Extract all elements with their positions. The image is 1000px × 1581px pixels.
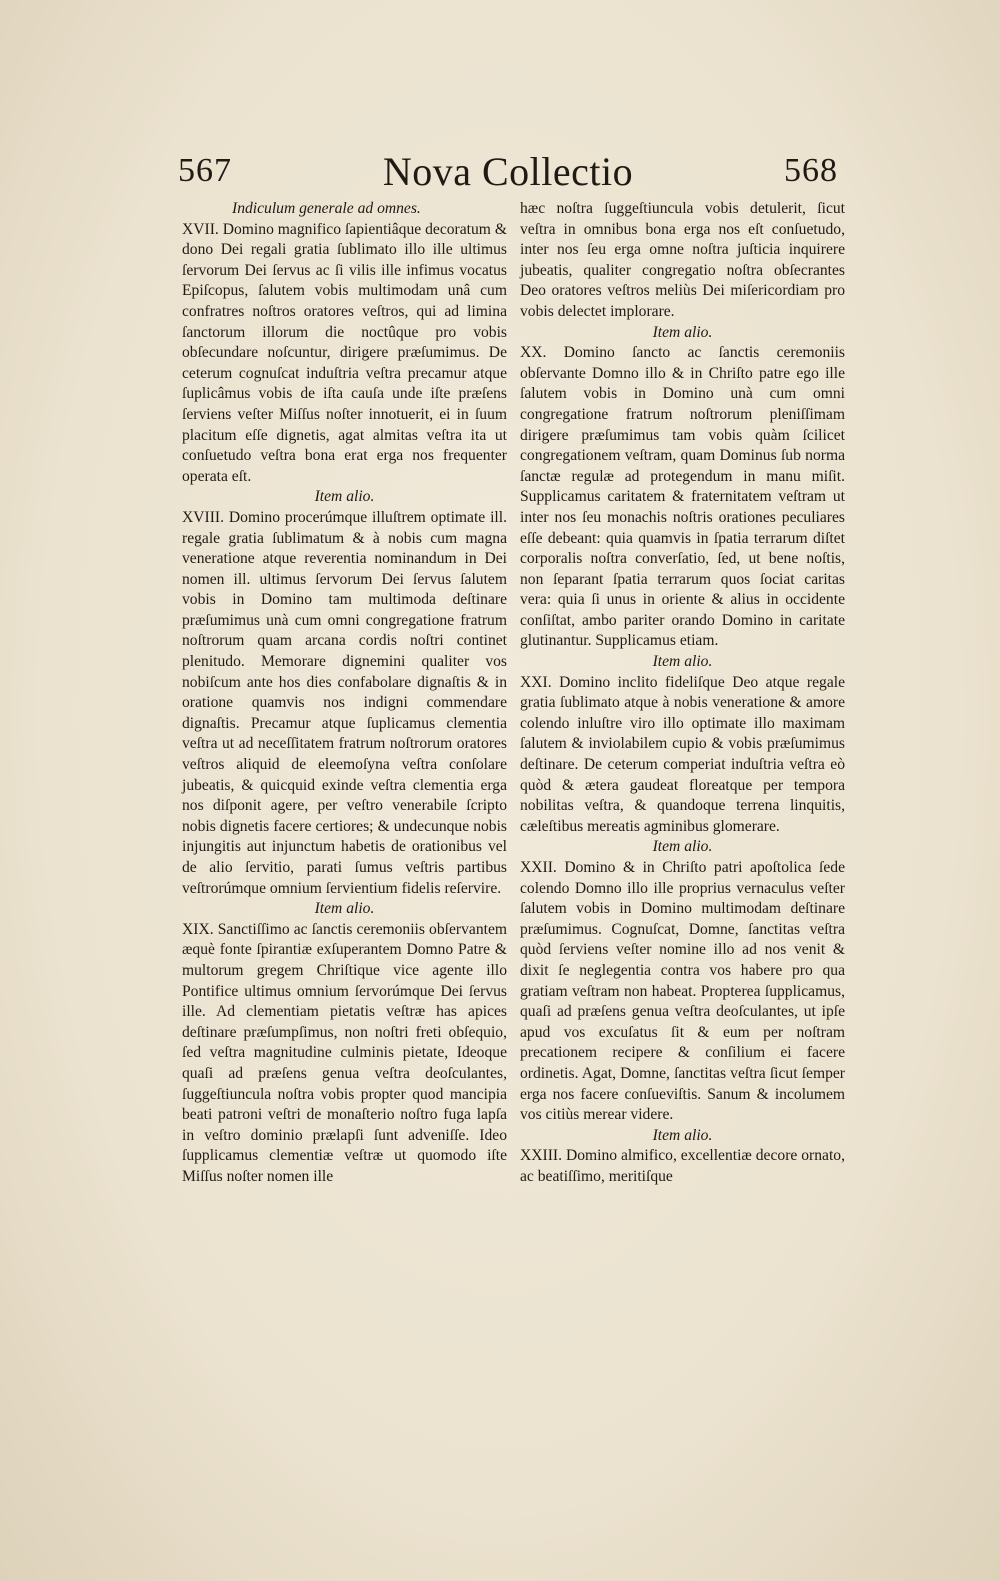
section-heading: Item alio. (652, 323, 713, 341)
running-header (178, 148, 838, 192)
text-column-right (520, 199, 845, 1188)
section-heading: Item alio. (652, 838, 713, 856)
running-title: Nova Collectio (382, 149, 634, 194)
paragraph: XXII. Domino & in Chriſto patri apoſtolica ſede colendo Domno illo ille proprius vernaculus veſter ſalutem vobis in Domino multimodam deſtinare præſumimus. Cognuſcat, Domne, ſanctitas veſtra quòd ſerviens veſter nomine illo ad nos venit & dixit ſe neglegentia contra vos habere pro qua gratiam veſtram non habeat. Propterea ſupplicamus, quaſi ad præſens genua veſtra deoſculantes, ut ipſe apud vos excuſatus ſit & eum per noſtram precationem recipere & conſilium ei facere ordinetis. Agat, Domne, ſanctitas veſtra ſicut ſemper erga nos facere conſueviſtis. Sanum & incolumem vos citiùs merear videre. (520, 859, 845, 1124)
section-heading: Item alio. (314, 900, 375, 918)
paragraph: XX. Domino ſancto ac ſanctis ceremoniis obſervante Domno illo & in Chriſto patre ego ille ſalutem vobis in Domino unà cum omni congregatione fratrum noſtrorum pleniſſimam dirigere præſumimus tam vobis quàm ſcilicet congregationem veſtram, quam Dominus ſub norma ſanctæ regulæ ad protegendum in manu miſit. Supplicamus caritatem & fraternitatem veſtram ut inter nos ſeu monachis noſtris orationes peculiares eſſe debeant: quia quamvis in ſpatia terrarum diſtet corporalis noſtra converſatio, ſed, ut bene noſtis, non ſeparant ſpatia terrarum quos ſociat caritas vera: quia ſi unus in oriente & alius in occidente conſiſtat, ambo pariter orando Domino in caritate glutinantur. Supplicamus etiam. (520, 344, 845, 650)
page-number-left: 567 (178, 152, 232, 189)
section-heading: Indiculum generale ad omnes. (232, 200, 421, 217)
section-heading: Item alio. (652, 1126, 713, 1144)
paragraph: XVII. Domino magnifico ſapientiâque decoratum & dono Dei regali gratia ſublimato illo ille ultimus ſervorum Dei ſervus ac ſi vilis ille infimus vocatus Epiſcopus, ſalutem vobis multimodam unâ cum confratres noſtros oratores veſtros, qui ad limina ſanctorum illorum die noctûque pro vobis obſecundare noſcuntur, dirigere præſumimus. De ceterum cognuſcat induſtria veſtra precamur atque ſuplicâmus vobis de iſta cauſa unde iſte præſens ſerviens veſter Miſſus noſter innotuerit, ei in ſuum placitum eſſe dignetis, agat almitas veſtra ita ut conſuetudo veſtra bona erat erga nos frequenter operata eſt. (182, 220, 507, 485)
page-number-right: 568 (784, 152, 838, 189)
paragraph: XVIII. Domino procerúmque illuſtrem optimate ill. regale gratia ſublimatum & à nobis cum magna veneratione atque reverentia nominandum in Dei nomen ill. ultimus ſervorum Dei ſervus ſalutem vobis in Domino tam multimoda deſtinare præſumimus unà cum omni congregatione fratrum noſtrorum quam arcana cordis noſtri continet plenitudo. Memorare dignemini qualiter vos nobiſcum ante hos dies confabolare dignaſtis & in oratione quamvis nos indigni commendare dignaſtis. Precamur atque ſuplicamus clementia veſtra ut ad neceſſitatem fratrum noſtrorum oratores veſtros aliquid de eleemoſyna veſtra conſolare jubeatis, & quicquid exinde veſtra clementia erga nos diſponit agere, per veſtro venerabile ſcripto nobis dignetis facere certiores; & undecunque nobis injungitis aut injunctum habetis de orationibus vel de alio ſervitio, parati ſumus veſtris partibus veſtrorúmque omnium ſervientium fidelis reſervire. (182, 508, 507, 897)
section-heading: Item alio. (314, 488, 375, 506)
paragraph: hæc noſtra ſuggeſtiuncula vobis detulerit, ſicut veſtra in omnibus bona erga nos eſt conſuetudo, inter nos ſeu erga omne noſtra juſticia inquirere jubeatis, qualiter congregatio noſtra obſecrantes Deo oratores veſtros meliùs Dei miſericordiam pro vobis delectet implorare. (520, 200, 845, 320)
section-heading: Item alio. (652, 653, 713, 671)
text-column-left (182, 199, 507, 1188)
paragraph: XXIII. Domino almifico, excellentiæ decore ornato, ac beatiſſimo, meritiſque (520, 1147, 845, 1185)
paragraph: XIX. Sanctiſſimo ac ſanctis ceremoniis obſervantem æquè fonte ſpirantiæ exſuperantem Domno Patre & multorum gregem Chriſtique vice agente illo Pontifice ultimus omnium ſervorúmque Dei ſervus ille. Ad clementiam pietatis veſtræ has apices deſtinare præſumpſimus, non noſtri freti obſequio, ſed veſtra magnitudine culminis pietate, Ideoque quaſi ad præſens genua veſtra deoſculantes, ſuggeſtiuncula noſtra vobis propter quod mancipia beati patroni veſtri de monaſterio noſtro fuga lapſa in veſtro dominio prælapſi ſunt adveniſſe. Ideo ſupplicamus clementiæ veſtræ ut quomodo iſte Miſſus noſter nomen ille (182, 920, 507, 1185)
paragraph: XXI. Domino inclito fideliſque Deo atque regale gratia ſublimato atque à nobis veneratione & amore colendo inluſtre viro illo optimate illo maximam ſalutem & inviolabilem cupio & vobis præſumimus deſtinare. De ceterum comperiat induſtria veſtra eò quòd & ætera gaudeat floreatque per tempora nobilitas veſtra, & quandoque terrena linquitis, cæleſtibus mereatis agminibus glomerare. (520, 673, 845, 835)
